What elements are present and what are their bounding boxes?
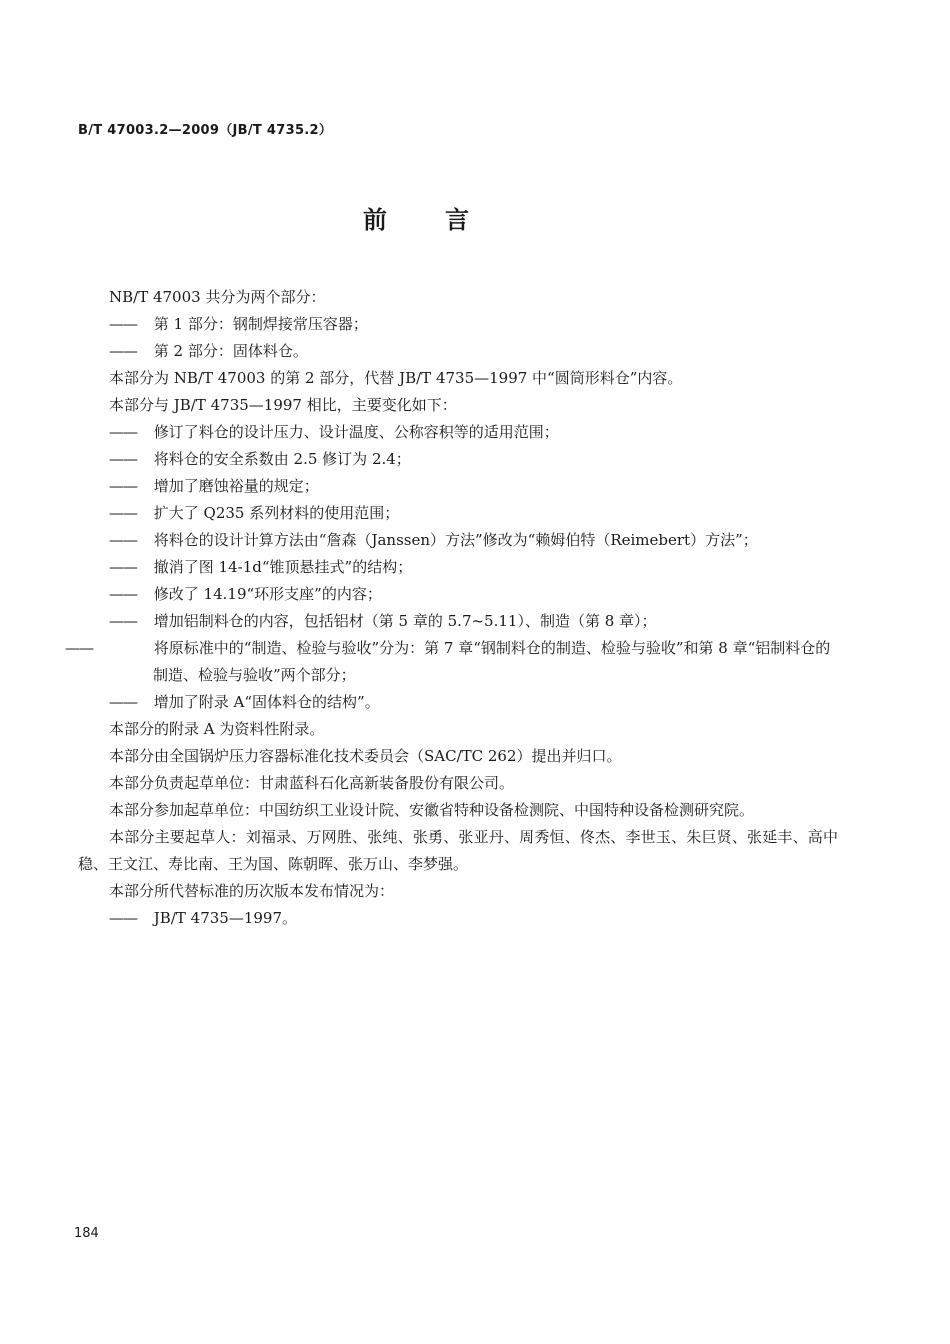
foreword-body	[65, 284, 838, 932]
dash-mark: ——	[109, 342, 137, 360]
list-item	[78, 446, 838, 473]
list-item	[78, 419, 838, 446]
list-item-text: 撤消了图 14-1d“锥顶悬挂式”的结构；	[153, 558, 413, 576]
list-item-text: 修订了料仓的设计压力、设计温度、公称容积等的适用范围；	[153, 423, 559, 441]
dash-mark: ——	[109, 423, 137, 441]
list-item-text: 将原标准中的“制造、检验与验收”分为：第 7 章“钢制料仓的制造、检验与验收”和第 8 章“铝制料仓的制造、检验与验收”两个部分；	[153, 639, 831, 684]
proposer-paragraph: 本部分由全国锅炉压力容器标准化技术委员会（SAC/TC 262）提出并归口。	[109, 747, 622, 765]
list-item	[78, 905, 838, 932]
list-item-text: 将料仓的设计计算方法由“詹森（Janssen）方法”修改为“赖姆伯特（Reimebert）方法”；	[153, 531, 758, 549]
list-item	[78, 527, 838, 554]
list-item	[78, 689, 838, 716]
replace-paragraph: 本部分为 NB/T 47003 的第 2 部分，代替 JB/T 4735—1997 中“圆筒形料仓”内容。	[109, 369, 683, 387]
list-item	[78, 473, 838, 500]
dash-mark: ——	[109, 585, 137, 603]
participants-paragraph: 本部分参加起草单位：中国纺织工业设计院、安徽省特种设备检测院、中国特种设备检测研究院。	[109, 801, 755, 819]
list-item	[78, 338, 838, 365]
list-item-text: 第 1 部分：钢制焊接常压容器；	[153, 315, 368, 333]
dash-mark: ——	[109, 315, 137, 333]
list-item	[78, 581, 838, 608]
list-item	[78, 608, 838, 635]
page-number: 184	[74, 1226, 99, 1241]
list-item	[78, 554, 838, 581]
intro-paragraph: NB/T 47003 共分为两个部分：	[109, 288, 326, 306]
list-item-text: 第 2 部分：固体料仓。	[153, 342, 308, 360]
dash-mark: ——	[109, 558, 137, 576]
list-item-text: 将料仓的安全系数由 2.5 修订为 2.4；	[153, 450, 411, 468]
drafter-paragraph: 本部分负责起草单位：甘肃蓝科石化高新装备股份有限公司。	[109, 774, 515, 792]
dash-mark: ——	[109, 504, 137, 522]
authors-paragraph: 本部分主要起草人：刘福录、万网胜、张纯、张勇、张亚丹、周秀恒、佟杰、李世玉、朱巨贤、张延丰、高中稳、王文江、寿比南、王为国、陈朝晖、张万山、李梦强。	[78, 828, 838, 873]
list-item-text: 增加了附录 A“固体料仓的结构”。	[153, 693, 380, 711]
document-code-header: B/T 47003.2—2009（JB/T 4735.2）	[78, 123, 333, 138]
history-paragraph: 本部分所代替标准的历次版本发布情况为：	[109, 882, 395, 900]
dash-mark: ——	[109, 693, 137, 711]
dash-mark: ——	[109, 450, 137, 468]
list-item-text: 修改了 14.19“环形支座”的内容；	[153, 585, 382, 603]
list-item-text: 扩大了 Q235 系列材料的使用范围；	[153, 504, 400, 522]
dash-mark: ——	[109, 531, 137, 549]
compare-paragraph: 本部分与 JB/T 4735—1997 相比，主要变化如下：	[109, 396, 457, 414]
dash-mark: ——	[65, 639, 93, 657]
list-item-text: 增加铝制料仓的内容，包括铝材（第 5 章的 5.7~5.11）、制造（第 8 章）；	[153, 612, 657, 630]
dash-mark: ——	[109, 612, 137, 630]
list-item	[78, 311, 838, 338]
list-item-text: JB/T 4735—1997。	[153, 909, 297, 927]
page-title: 前言	[363, 206, 527, 234]
list-item-text: 增加了磨蚀裕量的规定；	[153, 477, 319, 495]
list-item	[65, 635, 838, 689]
dash-mark: ——	[109, 909, 137, 927]
appendix-paragraph: 本部分的附录 A 为资料性附录。	[109, 720, 325, 738]
dash-mark: ——	[109, 477, 137, 495]
list-item	[78, 500, 838, 527]
